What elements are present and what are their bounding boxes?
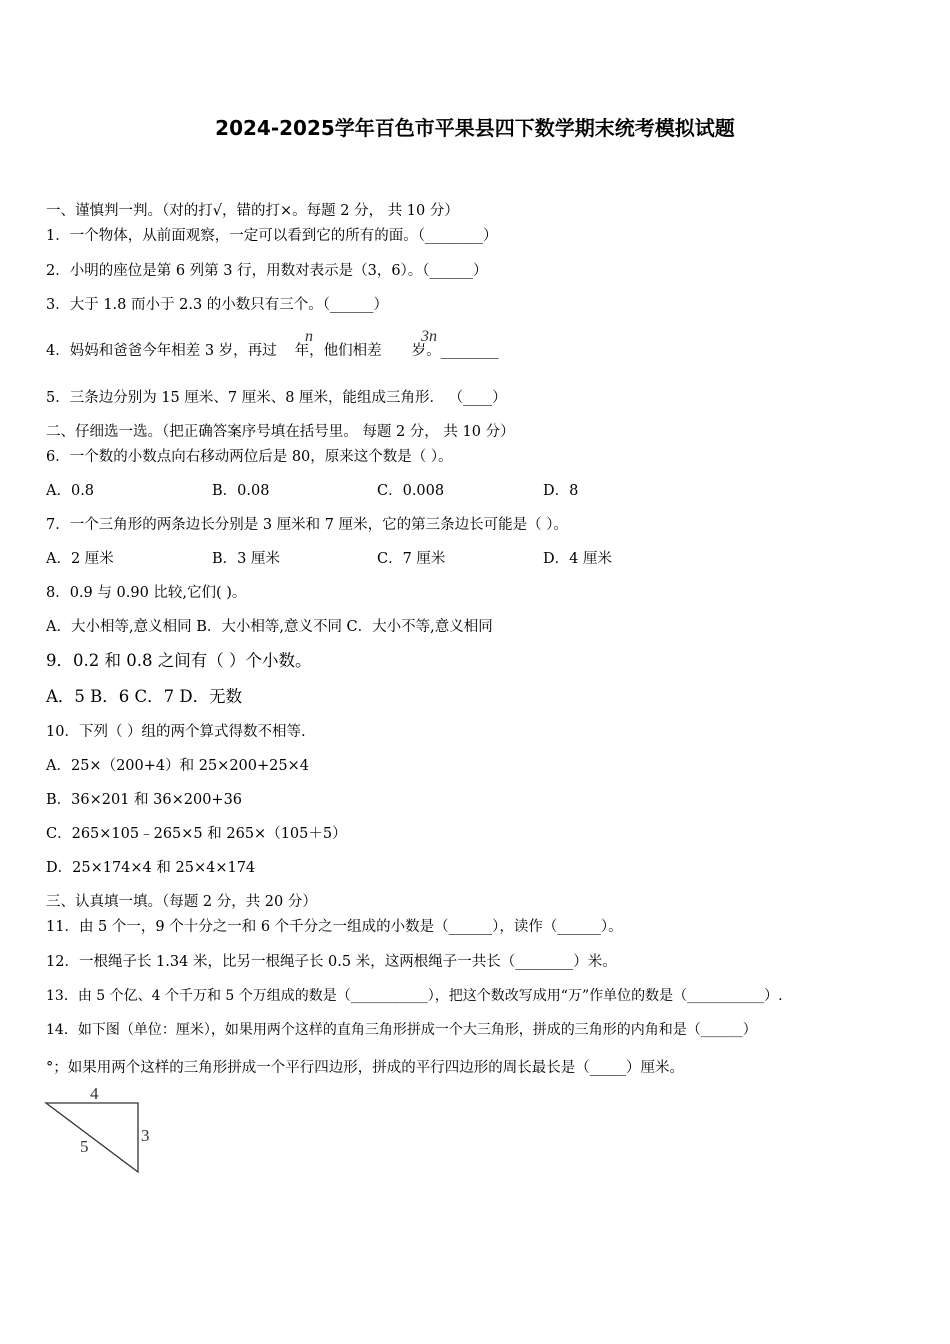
- question-3: 3．大于 1.8 而小于 2.3 的小数只有三个。（______）: [46, 297, 389, 313]
- question-14-line2: °；如果用两个这样的三角形拼成一个平行四边形，拼成的平行四边形的周长最长是（_____）厘米。: [46, 1060, 684, 1076]
- question-10: 10．下列（ ）组的两个算式得数不相等.: [46, 724, 306, 740]
- question-11: 11．由 5 个一，9 个十分之一和 6 个千分之一组成的小数是（______），读作（______）。: [46, 919, 623, 935]
- label-right-side: 3: [141, 1126, 150, 1145]
- section3-header: 三、认真填一填。（每题 2 分，共 20 分）: [46, 894, 317, 910]
- question-9: 9．0.2 和 0.8 之间有（ ）个小数。: [46, 651, 312, 670]
- question-4-part-b: 年，他们相差: [294, 343, 382, 359]
- math-n: n: [305, 328, 313, 345]
- question-6: 6．一个数的小数点向右移动两位后是 80，原来这个数是（ ）。: [46, 449, 453, 465]
- question-4-part-c: 岁。________: [411, 343, 499, 359]
- q8-options: A．大小相等,意义相同 B．大小相等,意义不同 C．大小不等,意义相同: [46, 619, 493, 635]
- q10-option-d: D．25×174×4 和 25×4×174: [46, 860, 256, 876]
- question-2: 2．小明的座位是第 6 列第 3 行，用数对表示是（3，6）。（______）: [46, 263, 488, 279]
- label-hypotenuse: 5: [80, 1137, 89, 1156]
- q10-option-a: A．25×（200+4）和 25×200+25×4: [46, 758, 309, 774]
- question-14-line1: 14．如下图（单位：厘米），如果用两个这样的直角三角形拼成一个大三角形，拼成的三角形的内角和是（______）: [46, 1022, 757, 1038]
- q7-option-a: A．2 厘米: [46, 551, 114, 567]
- q6-option-c: C．0.008: [377, 483, 445, 499]
- question-12: 12．一根绳子长 1.34 米，比另一根绳子长 0.5 米，这两根绳子一共长（________）米。: [46, 954, 617, 970]
- question-7: 7．一个三角形的两条边长分别是 3 厘米和 7 厘米，它的第三条边长可能是（ ）。: [46, 517, 568, 533]
- question-4-part-a: 4．妈妈和爸爸今年相差 3 岁，再过: [46, 343, 277, 359]
- question-1: 1．一个物体，从前面观察，一定可以看到它的所有的面。（________）: [46, 228, 498, 244]
- question-13: 13．由 5 个亿、4 个千万和 5 个万组成的数是（___________），把这个数改写成用“万”作单位的数是（___________）.: [46, 988, 783, 1004]
- right-triangle-figure: [40, 1080, 170, 1180]
- q9-options: A．5 B．6 C．7 D．无数: [46, 687, 243, 706]
- q6-option-b: B．0.08: [212, 483, 270, 499]
- q10-option-b: B．36×201 和 36×200+36: [46, 792, 243, 808]
- page-title: 2024-2025学年百色市平果县四下数学期末统考模拟试题: [215, 116, 735, 140]
- q7-option-c: C．7 厘米: [377, 551, 446, 567]
- q10-option-c: C．265×105﹣265×5 和 265×（105＋5）: [46, 826, 347, 842]
- q7-option-b: B．3 厘米: [212, 551, 280, 567]
- question-5: 5．三条边分别为 15 厘米、7 厘米、8 厘米，能组成三角形． （____）: [46, 390, 507, 406]
- question-8: 8．0.9 与 0.90 比较,它们( )。: [46, 585, 247, 601]
- section1-header: 一、谨慎判一判。（对的打√，错的打×。每题 2 分， 共 10 分）: [46, 203, 459, 219]
- q7-option-d: D．4 厘米: [543, 551, 612, 567]
- triangle-shape: [46, 1103, 138, 1172]
- section2-header: 二、仔细选一选。（把正确答案序号填在括号里。 每题 2 分， 共 10 分）: [46, 424, 515, 440]
- math-3n: 3n: [421, 328, 437, 345]
- q6-option-a: A．0.8: [46, 483, 95, 499]
- label-top-side: 4: [90, 1084, 99, 1103]
- q6-option-d: D．8: [543, 483, 579, 499]
